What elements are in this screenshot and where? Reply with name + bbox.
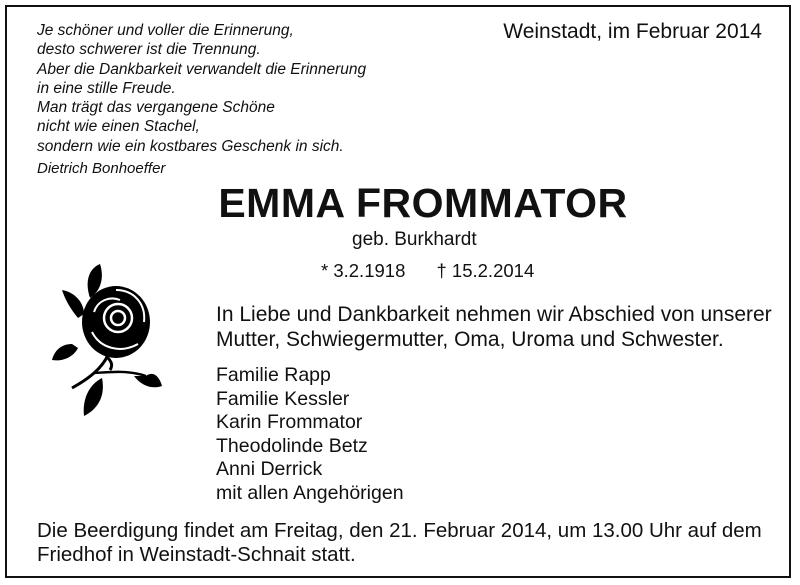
rose-icon	[50, 260, 170, 420]
family-list	[216, 364, 404, 505]
deceased-name: EMMA FROMMATOR	[218, 180, 628, 226]
quote-line: Aber die Dankbarkeit verwandelt die Erinnerung	[37, 60, 367, 78]
quote-line: sondern wie ein kostbares Geschenk in sich.	[37, 137, 344, 155]
quote-line: nicht wie einen Stachel,	[37, 118, 200, 136]
life-dates	[321, 260, 534, 282]
funeral-line: Die Beerdigung findet am Freitag, den 21. Februar 2014, um 13.00 Uhr auf dem	[37, 519, 762, 542]
quote-line: in eine stille Freude.	[37, 79, 176, 97]
birth-date: * 3.2.1918	[321, 260, 406, 281]
quote-block	[37, 21, 366, 156]
quote-line: Man trägt das vergangene Schöne	[37, 99, 275, 117]
quote-line: desto schwerer ist die Trennung.	[37, 41, 261, 59]
family-item: Theodolinde Betz	[216, 434, 368, 457]
funeral-notice	[37, 519, 762, 567]
funeral-line: Friedhof in Weinstadt-Schnait statt.	[37, 543, 356, 566]
farewell-message	[216, 303, 772, 352]
family-item: Familie Kessler	[216, 387, 350, 410]
message-line: Mutter, Schwiegermutter, Oma, Uroma und Schwester.	[216, 327, 724, 351]
maiden-name: geb. Burkhardt	[352, 229, 477, 250]
quote-author: Dietrich Bonhoeffer	[37, 160, 166, 177]
message-line: In Liebe und Dankbarkeit nehmen wir Abschied von unserer	[216, 303, 772, 326]
family-item: mit allen Angehörigen	[216, 481, 404, 504]
family-item: Anni Derrick	[216, 458, 323, 480]
quote-line: Je schöner und voller die Erinnerung,	[37, 22, 294, 39]
family-item: Familie Rapp	[216, 364, 331, 386]
place-date: Weinstadt, im Februar 2014	[503, 20, 762, 43]
family-item: Karin Frommator	[216, 411, 363, 433]
death-date: † 15.2.2014	[436, 260, 535, 281]
